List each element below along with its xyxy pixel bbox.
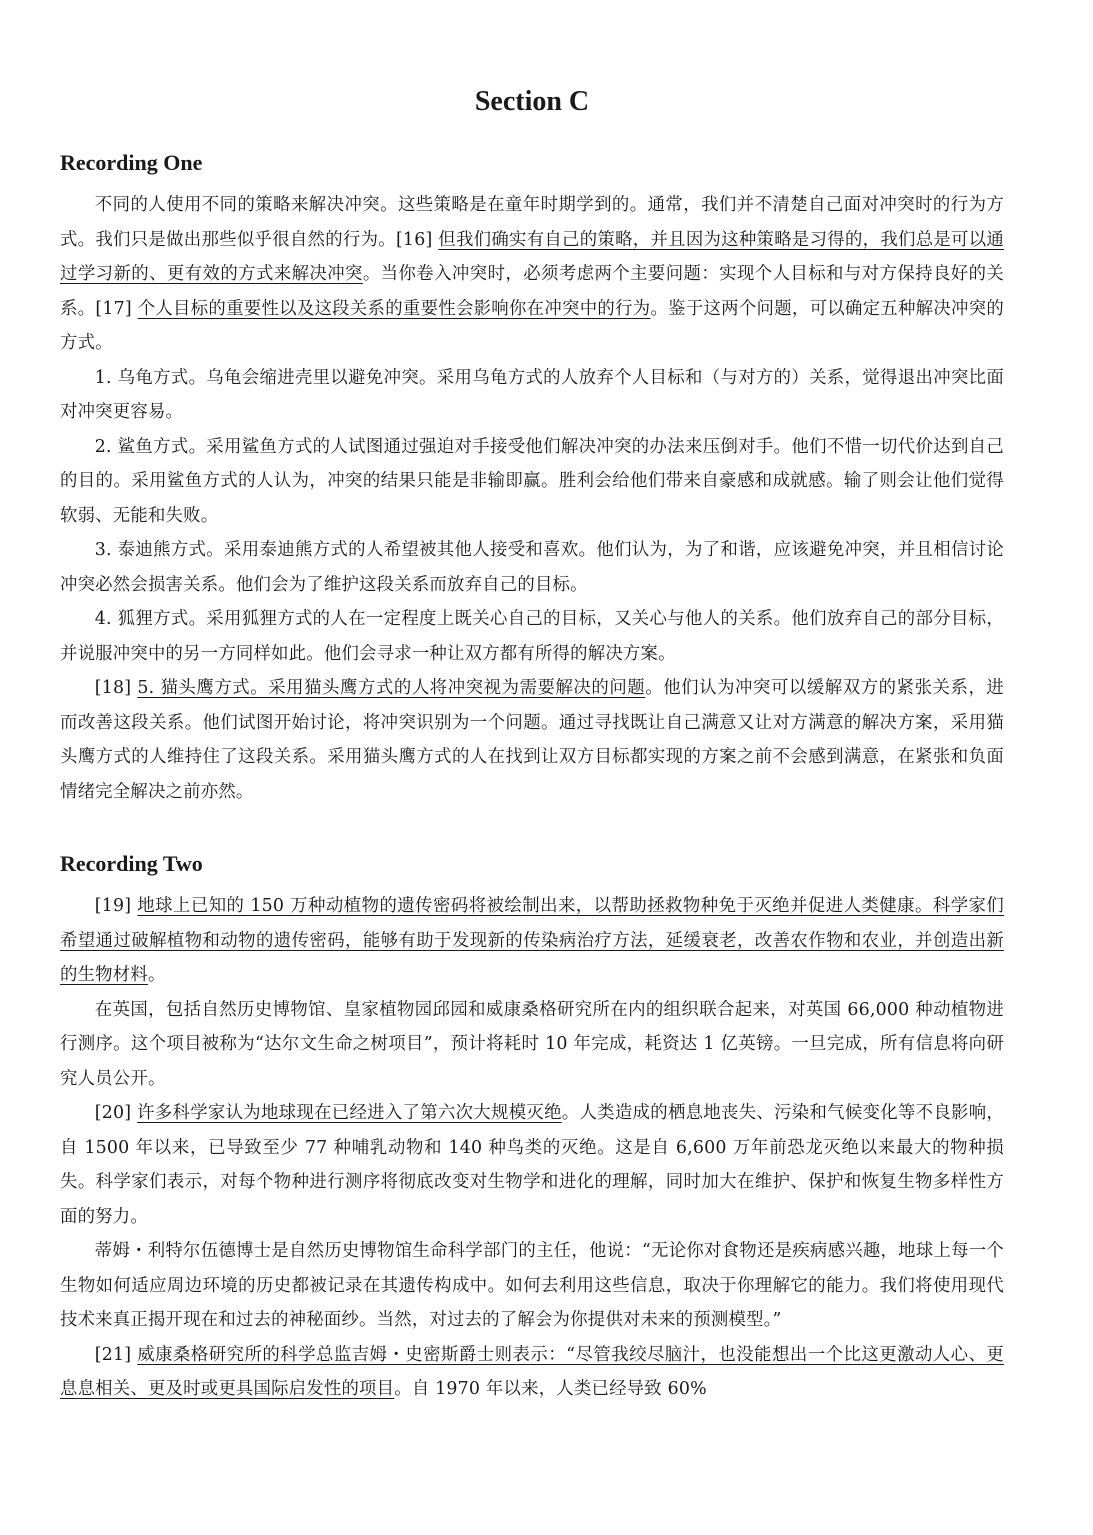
paragraph — [60, 188, 1004, 361]
paragraph — [60, 1096, 1004, 1234]
text-run: 2. 鲨鱼方式。采用鲨鱼方式的人试图通过强迫对手接受他们解决冲突的办法来压倒对手。他们不惜一切代价达到自己的目的。采用鲨鱼方式的人认为，冲突的结果只能是非输即赢。胜利会给他们带来自豪感和成就感。输了则会让他们觉得软弱、无能和失败。 — [60, 436, 1004, 526]
recording-two-heading: Recording Two — [60, 851, 203, 876]
text-run: 。自 1970 年以来，人类已经导致 60% — [394, 1379, 707, 1399]
text-run: 。人类造成的栖息地丧失、污染和气候变化等不良影响，自 1500 年以来，已导致至少 77 种哺乳动物和 140 种鸟类的灭绝。这是自 6,600 万年前恐龙灭绝以来最大的物种损失。科学家们表示，对每个物种进行测序将彻底改变对生物学和进化的理解，同时加大在维护、保护和恢复生物多样性方面的努力。 — [60, 1103, 1004, 1227]
text-run: [18] — [94, 678, 138, 698]
paragraph — [60, 1234, 1004, 1338]
paragraph — [60, 1338, 1004, 1407]
text-run: 。当你卷入冲突时，必须考虑两个主要问题：实现个人目标和与对方保持良好的关系。[17] — [60, 264, 1004, 319]
recording-two — [60, 847, 1004, 1407]
underlined-answer-text: 地球上已知的 150 万种动植物的遗传密码将被绘制出来，以帮助拯救物种免于灭绝并促进人类健康。科学家们希望通过破解植物和动物的遗传密码，能够有助于发现新的传染病治疗方法，延缓衰老，改善农作物和农业，并创造出新的生物材料 — [60, 896, 1004, 985]
text-run: 不同的人使用不同的策略来解决冲突。这些策略是在童年时期学到的。通常，我们并不清楚自己面对冲突时的行为方式。我们只是做出那些似乎很自然的行为。[16] — [60, 195, 1004, 250]
underlined-answer-text: 个人目标的重要性以及这段关系的重要性会影响你在冲突中的行为 — [137, 298, 651, 319]
text-run: 在英国，包括自然历史博物馆、皇家植物园邱园和威康桑格研究所在内的组织联合起来，对英国 66,000 种动植物进行测序。这个项目被称为“达尔文生命之树项目”，预计将耗时 10 年完成，耗资达 1 亿英镑。一旦完成，所有信息将向研究人员公开。 — [60, 999, 1004, 1089]
recording-one — [60, 146, 1004, 809]
section-title: Section C — [474, 86, 590, 117]
underlined-answer-text: 5. 猫头鹰方式。采用猫头鹰方式的人将冲突视为需要解决的问题 — [137, 678, 646, 698]
underlined-answer-text: 但我们确实有自己的策略，并且因为这种策略是习得的，我们总是可以通过学习新的、更有效的方式来解决冲突 — [60, 229, 1005, 284]
text-run: 3. 泰迪熊方式。采用泰迪熊方式的人希望被其他人接受和喜欢。他们认为，为了和谐，应该避免冲突，并且相信讨论冲突必然会损害关系。他们会为了维护这段关系而放弃自己的目标。 — [60, 540, 1004, 595]
underlined-answer-text: 威康桑格研究所的科学总监吉姆・史密斯爵士则表示：“尽管我绞尽脑汁，也没能想出一个比这更激动人心、更息息相关、更及时或更具国际启发性的项目 — [60, 1344, 1004, 1399]
text-run: 4. 狐狸方式。采用狐狸方式的人在一定程度上既关心自己的目标，又关心与他人的关系。他们放弃自己的部分目标，并说服冲突中的另一方同样如此。他们会寻求一种让双方都有所得的解决方案。 — [60, 609, 1004, 664]
text-run: 。 — [147, 965, 166, 985]
paragraph — [60, 430, 1004, 534]
recording-one-body — [60, 188, 1004, 809]
underlined-answer-text: 许多科学家认为地球现在已经进入了第六次大规模灭绝 — [137, 1103, 562, 1123]
paragraph — [60, 361, 1004, 430]
page — [60, 80, 1004, 1407]
recording-one-heading: Recording One — [60, 150, 203, 175]
text-run: [20] — [94, 1103, 138, 1123]
text-run: 。鉴于这两个问题，可以确定五种解决冲突的方式。 — [60, 298, 1004, 353]
paragraph — [60, 889, 1004, 993]
text-run: 1. 乌龟方式。乌龟会缩进壳里以避免冲突。采用乌龟方式的人放弃个人目标和（与对方的）关系，觉得退出冲突比面对冲突更容易。 — [60, 367, 1004, 422]
text-run: [19] — [94, 896, 138, 916]
recording-two-body — [60, 889, 1004, 1407]
paragraph — [60, 671, 1004, 809]
text-run: 蒂姆・利特尔伍德博士是自然历史博物馆生命科学部门的主任，他说：“无论你对食物还是疾病感兴趣，地球上每一个生物如何适应周边环境的历史都被记录在其遗传构成中。如何去利用这些信息，取决于你理解它的能力。我们将使用现代技术来真正揭开现在和过去的神秘面纱。当然，对过去的了解会为你提供对未来的预测模型。” — [60, 1241, 1004, 1330]
paragraph — [60, 533, 1004, 602]
text-run: 。他们认为冲突可以缓解双方的紧张关系，进而改善这段关系。他们试图开始讨论，将冲突识别为一个问题。通过寻找既让自己满意又让对方满意的解决方案，采用猫头鹰方式的人维持住了这段关系。采用猫头鹰方式的人在找到让双方目标都实现的方案之前不会感到满意，在紧张和负面情绪完全解决之前亦然。 — [60, 678, 1004, 802]
paragraph — [60, 602, 1004, 671]
paragraph — [60, 993, 1004, 1097]
text-run: [21] — [94, 1344, 138, 1365]
